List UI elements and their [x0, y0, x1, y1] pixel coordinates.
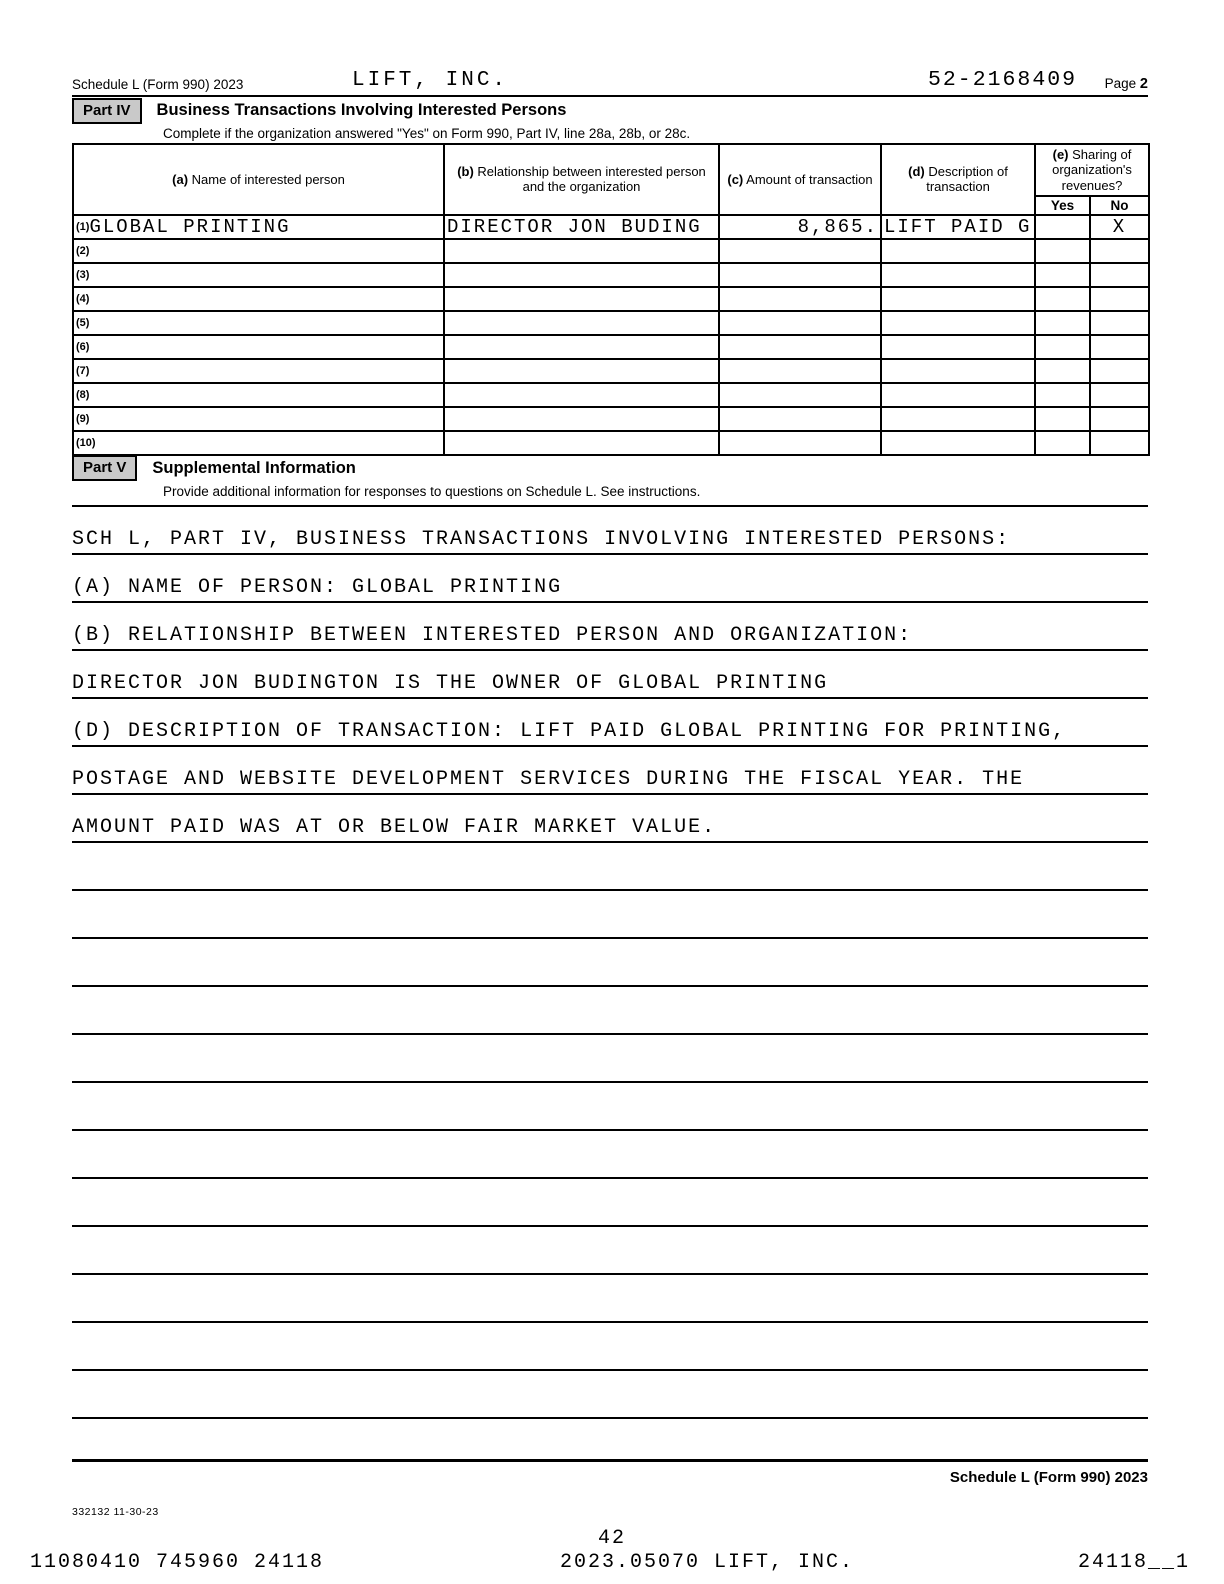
part5-label-box: Part V	[72, 455, 137, 481]
cell-yes	[1035, 335, 1090, 359]
cell-relationship	[444, 239, 719, 263]
ruled-line	[72, 843, 1148, 891]
part4-label-box: Part IV	[72, 98, 142, 124]
row-number: (9)	[76, 412, 90, 425]
row-number: (2)	[76, 244, 90, 257]
cell-yes	[1035, 311, 1090, 335]
supplemental-line: (B) RELATIONSHIP BETWEEN INTERESTED PERSON AND ORGANIZATION:	[72, 603, 1148, 651]
ruled-line	[72, 891, 1148, 939]
cell-yes	[1035, 287, 1090, 311]
cell-description	[881, 239, 1035, 263]
part5-subtitle: Provide additional information for responses to questions on Schedule L. See instructions.	[72, 481, 1148, 507]
col-header-relationship: (b) Relationship between interested person and the organization	[444, 144, 719, 215]
ruled-line	[72, 1035, 1148, 1083]
ruled-line	[72, 1179, 1148, 1227]
cell-amount: 8,865.	[719, 215, 881, 239]
row-number: (7)	[76, 364, 90, 377]
cell-name	[73, 263, 444, 287]
cell-name	[73, 407, 444, 431]
cell-description	[881, 335, 1035, 359]
cell-no	[1090, 407, 1149, 431]
cell-no	[1090, 239, 1149, 263]
bottom-rule	[72, 1419, 1148, 1462]
footer-page-number: 42	[597, 1527, 626, 1550]
cell-relationship	[444, 407, 719, 431]
cell-relationship	[444, 431, 719, 455]
supplemental-line: POSTAGE AND WEBSITE DEVELOPMENT SERVICES DURING THE FISCAL YEAR. THE	[72, 747, 1148, 795]
cell-yes	[1035, 215, 1090, 239]
row-number: (6)	[76, 340, 90, 353]
table-header-row	[73, 144, 1149, 196]
cell-amount	[719, 383, 881, 407]
supplemental-line: DIRECTOR JON BUDINGTON IS THE OWNER OF GLOBAL PRINTING	[72, 651, 1148, 699]
ein-number: 52-2168409	[928, 68, 1078, 92]
cell-relationship	[444, 311, 719, 335]
table-row	[73, 359, 1149, 383]
cell-relationship	[444, 359, 719, 383]
footer-right-id: 24118__1	[1077, 1551, 1190, 1574]
cell-description	[881, 263, 1035, 287]
table-row	[73, 383, 1149, 407]
cell-yes	[1035, 383, 1090, 407]
cell-description	[881, 311, 1035, 335]
footer-form-reference: Schedule L (Form 990) 2023	[949, 1468, 1148, 1486]
cell-name: (1)GLOBAL PRINTING	[73, 215, 444, 239]
cell-description	[881, 431, 1035, 455]
ruled-line	[72, 1323, 1148, 1371]
ruled-line	[72, 1131, 1148, 1179]
cell-description	[881, 287, 1035, 311]
cell-amount	[719, 359, 881, 383]
footer-row	[30, 1551, 1194, 1575]
row-number: (10)	[76, 436, 96, 449]
row-number: (4)	[76, 292, 90, 305]
table-row	[73, 239, 1149, 263]
cell-amount	[719, 407, 881, 431]
row-number: (5)	[76, 316, 90, 329]
supplemental-line: AMOUNT PAID WAS AT OR BELOW FAIR MARKET VALUE.	[72, 795, 1148, 843]
cell-name	[73, 431, 444, 455]
cell-amount	[719, 335, 881, 359]
cell-name	[73, 311, 444, 335]
page-number-value: 2	[1139, 76, 1148, 92]
cell-relationship	[444, 383, 719, 407]
footer-left-id: 11080410 745960 24118	[30, 1551, 325, 1574]
part5-title: Supplemental Information	[152, 458, 356, 477]
business-transactions-table	[72, 143, 1150, 456]
cell-relationship	[444, 263, 719, 287]
ruled-line	[72, 939, 1148, 987]
cell-name	[73, 383, 444, 407]
row-number: (3)	[76, 268, 90, 281]
supplemental-line: (A) NAME OF PERSON: GLOBAL PRINTING	[72, 555, 1148, 603]
ruled-line	[72, 1227, 1148, 1275]
footer-code: 332132 11-30-23	[72, 1506, 159, 1518]
part4-heading	[72, 98, 1148, 123]
supplemental-line: SCH L, PART IV, BUSINESS TRANSACTIONS INVOLVING INTERESTED PERSONS:	[72, 507, 1148, 555]
cell-yes	[1035, 263, 1090, 287]
cell-no: X	[1090, 215, 1149, 239]
cell-relationship: DIRECTOR JON BUDING	[444, 215, 719, 239]
cell-no	[1090, 311, 1149, 335]
cell-amount	[719, 239, 881, 263]
cell-description	[881, 383, 1035, 407]
cell-description: LIFT PAID G	[881, 215, 1035, 239]
cell-name	[73, 359, 444, 383]
cell-name	[73, 335, 444, 359]
table-row	[73, 287, 1149, 311]
part4-subtitle: Complete if the organization answered "Yes" on Form 990, Part IV, line 28a, 28b, or 28c.	[163, 126, 691, 141]
supplemental-line: (D) DESCRIPTION OF TRANSACTION: LIFT PAID GLOBAL PRINTING FOR PRINTING,	[72, 699, 1148, 747]
page-number	[1105, 76, 1148, 92]
part5-heading	[72, 456, 1148, 481]
cell-description	[881, 407, 1035, 431]
col-header-no: No	[1090, 196, 1149, 215]
col-header-yes: Yes	[1035, 196, 1090, 215]
col-header-description: (d) Description of transaction	[881, 144, 1035, 215]
cell-name	[73, 239, 444, 263]
cell-no	[1090, 431, 1149, 455]
cell-amount	[719, 287, 881, 311]
cell-amount	[719, 311, 881, 335]
form-label: Schedule L (Form 990) 2023	[72, 77, 244, 92]
ruled-line	[72, 1275, 1148, 1323]
part4-title: Business Transactions Involving Interested Persons	[156, 101, 567, 119]
cell-no	[1090, 287, 1149, 311]
organization-name: LIFT, INC.	[352, 69, 509, 92]
ruled-line	[72, 1371, 1148, 1419]
cell-no	[1090, 263, 1149, 287]
table-row	[73, 215, 1149, 239]
ruled-line	[72, 987, 1148, 1035]
table-row	[73, 407, 1149, 431]
table-row	[73, 335, 1149, 359]
table-row	[73, 311, 1149, 335]
cell-description	[881, 359, 1035, 383]
table-row	[73, 431, 1149, 455]
cell-name	[73, 287, 444, 311]
cell-relationship	[444, 335, 719, 359]
footer-center-id: 2023.05070 LIFT, INC.	[560, 1551, 855, 1574]
table-row	[73, 263, 1149, 287]
cell-yes	[1035, 407, 1090, 431]
row-number: (8)	[76, 388, 90, 401]
page-word: Page	[1104, 76, 1137, 91]
cell-yes	[1035, 239, 1090, 263]
cell-amount	[719, 263, 881, 287]
cell-no	[1090, 335, 1149, 359]
cell-relationship	[444, 287, 719, 311]
row-number: (1)	[76, 220, 90, 233]
col-header-amount: (c) Amount of transaction	[719, 144, 881, 215]
page-header	[72, 70, 1148, 97]
cell-no	[1090, 383, 1149, 407]
cell-yes	[1035, 431, 1090, 455]
col-header-name: (a) Name of interested person	[73, 144, 444, 215]
cell-no	[1090, 359, 1149, 383]
cell-yes	[1035, 359, 1090, 383]
ruled-line	[72, 1083, 1148, 1131]
col-header-sharing: (e) Sharing of organization's revenues?	[1035, 144, 1149, 196]
cell-amount	[719, 431, 881, 455]
